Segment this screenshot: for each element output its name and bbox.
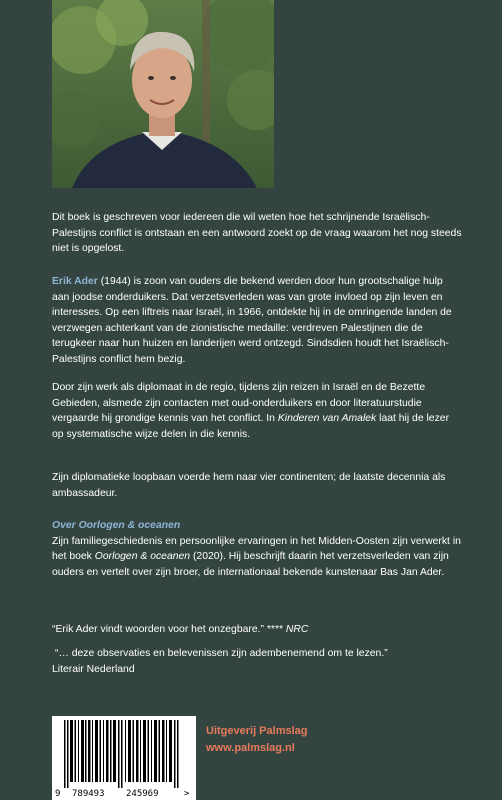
bio-text: (1944) is zoon van ouders die bekend werden door hun grootschalige hulp aan joodse onderduikers. Dat verzetsverleden was van grote invloed op zijn leven en interesses. Op een liftreis naar Israël, in 1966, ontdekte hij in de omringende landen de verzwegen achterkant van de zionistische medaille: verdreven Palestijnen die de terugkeer naar hun huizen en landerijen werd ontzegd. Sindsdien houdt het Israëlisch-Palestijns conflict hem bezig. (52, 276, 452, 365)
over-text-before: Zijn familiegeschiedenis en persoonlijke ervaringen in het Midden-Oosten zijn verwerkt in het boek (52, 535, 461, 563)
career-text: Zijn diplomatieke loopbaan voerde hem naar vier continenten; de laatste decennia als ambassadeur. (52, 472, 446, 499)
barcode-bars (52, 716, 196, 800)
publisher-name: Uitgeverij Palmslag (206, 725, 308, 737)
quote-literair-text: “… deze observaties en belevenissen zijn adembenemend om te lezen.” (55, 648, 388, 659)
isbn-group-2: 245969 (126, 789, 159, 799)
author-name: Erik Ader (52, 276, 98, 287)
intro-paragraph (52, 210, 462, 257)
quote-nrc-source: NRC (285, 624, 309, 635)
quote-nrc-text: “Erik Ader vindt woorden voor het onzegbare.” **** (52, 624, 286, 635)
work-text-before: Door zijn werk als diplomaat in de regio, tijdens zijn reizen in Israël en de Bezette Gebieden, alsmede zijn contacten met oud-onderduikers en door literatuurstudie vergaarde hij grondige kennis van het conflict. In (52, 382, 426, 425)
book-title-oorlogen: Oorlogen & oceanen (94, 551, 191, 563)
book-title-kinderen: Kinderen van Amalek (277, 413, 377, 425)
quote-literair (52, 646, 462, 677)
isbn-arrow: > (184, 789, 190, 799)
bio-paragraph (52, 274, 462, 368)
author-photo (52, 0, 274, 188)
career-paragraph (52, 470, 462, 501)
isbn-digit-first: 9 (55, 789, 61, 799)
isbn-group-1: 789493 (72, 789, 105, 799)
quote-nrc (52, 622, 462, 638)
over-heading (52, 518, 462, 534)
over-section (52, 518, 462, 580)
over-heading-prefix: Over (52, 520, 79, 531)
intro-text: Dit boek is geschreven voor iedereen die wil weten hoe het schrijnende Israëlisch-Palestijns conflict is ontstaan en een antwoord zoekt op de vraag waarom het nog steeds niet is opgelost. (52, 212, 462, 255)
quote-literair-source: Literair Nederland (52, 663, 135, 675)
over-heading-title: Oorlogen & oceanen (78, 520, 181, 531)
work-text-after: laat hij de lezer op systematische wijze delen in die kennis. (52, 413, 450, 440)
over-text-after: (2020). Hij beschrijft daarin het verzetsverleden van zijn ouders en vertelt over zijn broer, de internationaal bekende kunstenaar Bas Jan Ader. (52, 551, 449, 578)
isbn-barcode (52, 716, 196, 800)
publisher-url[interactable]: www.palmslag.nl (206, 742, 295, 754)
work-paragraph (52, 380, 462, 442)
